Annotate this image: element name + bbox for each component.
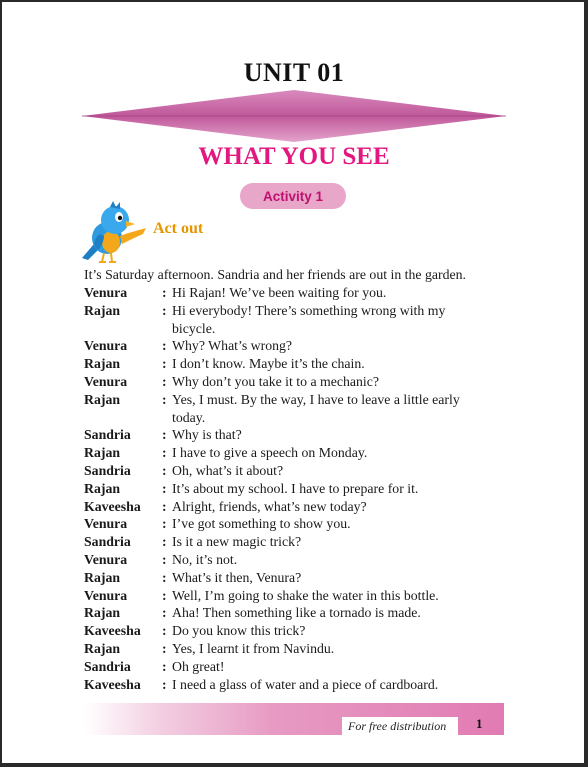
dialogue-row [84,480,504,498]
dialogue-line: Is it a new magic trick? [172,534,302,550]
colon-separator: : [162,445,167,461]
colon-separator: : [162,427,167,443]
dialogue-line: Hi Rajan! We’ve been waiting for you. [172,285,387,300]
dialogue-row [84,284,504,302]
title-banner [82,88,506,142]
dialogue-line: It’s about my school. I have to prepare for it. [172,480,419,496]
colon-separator: : [162,516,167,532]
speaker-name: Sandria [84,462,131,478]
speaker-name: Rajan [84,302,121,318]
dialogue-row [84,622,504,640]
dialogue-row [84,515,504,533]
dialogue-row [84,658,504,676]
dialogue-line: No, it’s not. [172,551,238,567]
dialogue-line: Oh great! [172,658,225,674]
colon-separator: : [162,640,167,656]
bird-icon [80,200,150,266]
dialogue-line: Well, I’m going to shake the water in this bottle. [172,587,439,603]
dialogue-list [84,284,504,693]
dialogue-line: Aha! Then something like a tornado is made. [172,605,421,621]
speaker-name: Venura [84,516,128,532]
speaker-name: Sandria [84,534,131,550]
colon-separator [162,409,170,427]
activity-label: Activity 1 [262,188,324,204]
dialogue-line: Yes, I learnt it from Navindu. [172,640,335,656]
dialogue-row [84,373,504,391]
colon-separator: : [162,338,167,354]
dialogue-line: Why? What’s wrong? [172,338,293,354]
speaker-name: Venura [84,551,128,567]
dialogue-row [84,337,504,355]
colon-separator: : [162,551,167,567]
colon-separator: : [162,658,167,674]
colon-separator: : [162,391,167,407]
dialogue-line: Yes, I must. By the way, I have to leave a little early [172,391,460,407]
colon-separator: : [162,302,167,318]
dialogue-row [84,462,504,480]
dialogue-line: Alright, friends, what’s new today? [172,498,367,514]
speaker-name: Rajan [84,445,121,461]
colon-separator: : [162,498,167,514]
speaker-name: Venura [84,373,128,389]
colon-separator: : [162,569,167,585]
dialogue-row [84,444,504,462]
dialogue-line: I’ve got something to show you. [172,516,351,532]
dialogue-row [84,391,504,409]
speaker-name: Kaveesha [84,676,141,692]
dialogue-row [84,426,504,444]
dialogue-row [84,587,504,605]
dialogue-row [84,320,504,338]
activity-badge [240,183,346,209]
speaker-name [84,409,162,427]
unit-title: UNIT 01 [243,58,345,87]
dialogue-row [84,569,504,587]
speaker-name: Rajan [84,480,121,496]
dialogue-row [84,604,504,622]
colon-separator: : [162,373,167,389]
dialogue-line: Hi everybody! There’s something wrong with my [172,302,446,318]
intro-text: It’s Saturday afternoon. Sandria and her friends are out in the garden. [84,267,466,282]
dialogue-row [84,302,504,320]
dialogue-line: I have to give a speech on Monday. [172,445,368,461]
speaker-name: Venura [84,587,128,603]
speaker-name [84,320,162,338]
speaker-name: Sandria [84,427,131,443]
act-out-heading: Act out [153,220,204,237]
dialogue-row [84,676,504,694]
colon-separator: : [162,676,167,692]
page-number: 1 [476,716,483,731]
colon-separator: : [162,356,167,372]
colon-separator: : [162,480,167,496]
dialogue-line: Why is that? [172,427,242,443]
dialogue-row [84,640,504,658]
dialogue-line: bicycle. [172,320,216,336]
speaker-name: Rajan [84,356,121,372]
speaker-name: Venura [84,285,128,300]
colon-separator: : [162,587,167,603]
speaker-name: Rajan [84,569,121,585]
speaker-name: Venura [84,338,128,354]
speaker-name: Sandria [84,658,131,674]
colon-separator: : [162,285,167,300]
dialogue-line: I need a glass of water and a piece of cardboard. [172,676,439,692]
speaker-name: Kaveesha [84,498,141,514]
dialogue-row [84,355,504,373]
colon-separator: : [162,462,167,478]
dialogue-row [84,551,504,569]
dialogue-line: I don’t know. Maybe it’s the chain. [172,356,365,372]
colon-separator [162,320,170,338]
speaker-name: Rajan [84,391,121,407]
dialogue-row [84,498,504,516]
footer-text: For free distribution [348,719,447,733]
colon-separator: : [162,605,167,621]
dialogue-line: What’s it then, Venura? [172,569,302,585]
dialogue-row [84,409,504,427]
speaker-name: Kaveesha [84,623,141,639]
dialogue-row [84,533,504,551]
dialogue-line: Why don’t you take it to a mechanic? [172,373,380,389]
speaker-name: Rajan [84,640,121,656]
dialogue-line: Oh, what’s it about? [172,462,284,478]
speaker-name: Rajan [84,605,121,621]
colon-separator: : [162,623,167,639]
colon-separator: : [162,534,167,550]
section-title: WHAT YOU SEE [198,143,390,170]
dialogue-line: Do you know this trick? [172,623,306,639]
dialogue-line: today. [172,409,206,425]
